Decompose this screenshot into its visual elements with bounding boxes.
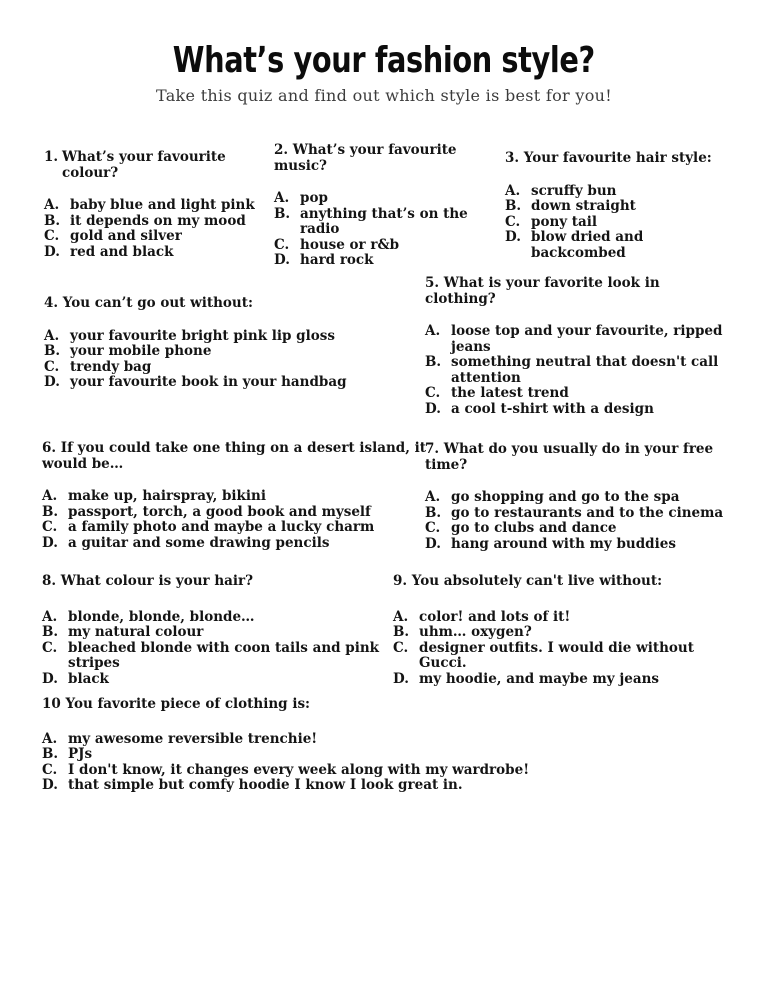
question-number: 6. — [42, 440, 57, 456]
option-letter: C. — [393, 639, 409, 656]
option-letter: D. — [42, 777, 58, 793]
option-b — [44, 344, 444, 360]
option-text: your favourite bright pink lip gloss — [70, 327, 335, 344]
question-number: 10 — [42, 696, 61, 712]
option-letter: A. — [505, 182, 521, 199]
page-subtitle: Take this quiz and find out which style is best for you! — [155, 86, 612, 105]
question-number: 3. — [505, 150, 520, 166]
option-letter: B. — [44, 343, 61, 359]
option-text: scruffy bun — [531, 182, 617, 199]
question-9-heading — [393, 574, 745, 590]
option-letter: B. — [42, 624, 59, 640]
option-d — [42, 778, 602, 794]
option-text: your mobile phone — [70, 343, 212, 359]
option-letter: D. — [425, 535, 441, 552]
question-text: You favorite piece of clothing is: — [65, 696, 311, 712]
option-text: loose top and your favourite, ripped jeans — [451, 323, 723, 355]
question-text: What is your favorite look in clothing? — [425, 275, 660, 307]
option-d — [274, 253, 479, 269]
option-letter: B. — [505, 198, 522, 214]
option-b — [42, 505, 434, 521]
question-8-heading — [42, 574, 404, 590]
option-a — [425, 324, 755, 355]
question-7 — [425, 442, 757, 552]
question-number: 1. — [44, 149, 59, 165]
question-8-options — [42, 610, 404, 688]
option-text: a guitar and some drawing pencils — [68, 534, 330, 551]
option-b — [44, 214, 296, 230]
option-letter: B. — [425, 354, 442, 370]
question-1 — [44, 150, 296, 260]
option-a — [44, 329, 444, 345]
question-3-heading — [505, 151, 755, 167]
option-letter: B. — [44, 212, 61, 229]
option-b — [505, 199, 701, 215]
question-number: 7. — [425, 441, 440, 457]
option-text: go shopping and go to the spa — [451, 489, 680, 505]
question-4 — [44, 296, 444, 391]
option-text: something neutral that doesn't call attention — [451, 354, 719, 386]
option-letter: B. — [274, 205, 291, 222]
option-text: passport, torch, a good book and myself — [68, 503, 371, 520]
option-d — [44, 245, 296, 261]
option-letter: C. — [44, 228, 60, 244]
option-b — [274, 207, 479, 238]
option-text: trendy bag — [70, 358, 152, 375]
question-text: You absolutely can't live without: — [411, 573, 663, 589]
option-text: the latest trend — [451, 385, 569, 401]
option-letter: C. — [425, 385, 441, 401]
option-letter: D. — [425, 400, 441, 417]
option-text: a family photo and maybe a lucky charm — [68, 519, 375, 535]
page-title: What’s your fashion style? — [172, 40, 596, 81]
question-4-heading — [44, 296, 444, 312]
option-text: hang around with my buddies — [451, 535, 676, 552]
option-a — [42, 610, 404, 626]
option-letter: D. — [393, 670, 409, 687]
option-a — [425, 490, 757, 506]
option-text: go to clubs and dance — [451, 520, 617, 536]
option-letter: C. — [44, 358, 60, 375]
question-text: Your favourite hair style: — [523, 150, 712, 166]
option-d — [42, 672, 404, 688]
option-a — [393, 610, 745, 626]
option-c — [425, 386, 755, 402]
option-text: hard rock — [300, 252, 374, 268]
option-d — [44, 375, 444, 391]
option-c — [393, 641, 745, 672]
option-text: uhm… oxygen? — [419, 624, 532, 640]
option-c — [42, 520, 434, 536]
question-number: 2. — [274, 142, 289, 158]
option-letter: C. — [425, 520, 441, 536]
option-letter: C. — [42, 639, 58, 656]
question-number: 5. — [425, 275, 440, 291]
option-letter: C. — [42, 761, 58, 778]
option-c — [425, 521, 757, 537]
option-text: I don't know, it changes every week along with my wardrobe! — [68, 761, 530, 778]
option-text: black — [68, 670, 109, 687]
option-a — [505, 184, 701, 200]
option-c — [42, 763, 602, 779]
option-c — [44, 360, 444, 376]
option-letter: B. — [42, 503, 59, 520]
question-7-heading — [425, 442, 727, 473]
option-text: PJs — [68, 746, 93, 762]
question-2-options — [274, 191, 479, 269]
option-text: pony tail — [531, 213, 598, 230]
option-text: your favourite book in your handbag — [70, 374, 347, 390]
option-a — [42, 489, 434, 505]
question-7-options — [425, 490, 757, 552]
option-b — [393, 625, 745, 641]
option-letter: A. — [42, 730, 58, 747]
option-letter: D. — [42, 534, 58, 551]
option-text: house or r&b — [300, 236, 400, 253]
question-2 — [274, 143, 479, 269]
option-d — [393, 672, 745, 688]
page-header — [0, 40, 768, 81]
option-letter: C. — [274, 236, 290, 253]
option-b — [425, 506, 757, 522]
option-letter: A. — [274, 190, 290, 206]
option-text: pop — [300, 190, 328, 206]
option-letter: A. — [44, 327, 60, 344]
option-letter: A. — [425, 323, 441, 339]
question-number: 8. — [42, 573, 57, 589]
question-10-options — [42, 732, 602, 794]
option-text: it depends on my mood — [70, 212, 246, 229]
question-number: 4. — [44, 295, 59, 311]
question-9-options — [393, 610, 745, 688]
option-letter: A. — [44, 197, 60, 213]
option-d — [425, 537, 757, 553]
option-letter: C. — [505, 213, 521, 230]
option-a — [42, 732, 602, 748]
option-text: my natural colour — [68, 624, 204, 640]
option-letter: A. — [393, 608, 409, 625]
option-letter: D. — [44, 374, 60, 390]
option-text: designer outfits. I would die without Gucci. — [419, 639, 694, 671]
option-text: blow dried and backcombed — [531, 229, 644, 261]
option-c — [42, 641, 404, 672]
option-text: red and black — [70, 243, 174, 260]
question-8 — [42, 574, 404, 687]
question-2-heading — [274, 143, 479, 174]
option-text: a cool t-shirt with a design — [451, 400, 654, 417]
option-text: bleached blonde with coon tails and pink stripes — [68, 639, 380, 671]
option-letter: D. — [44, 243, 60, 260]
question-number: 9. — [393, 573, 408, 589]
question-10 — [42, 697, 602, 794]
option-a — [44, 198, 296, 214]
question-text: What’s your favourite colour? — [62, 149, 226, 181]
option-text: color! and lots of it! — [419, 608, 571, 625]
question-6-heading — [42, 441, 434, 472]
option-letter: C. — [42, 519, 58, 535]
option-letter: D. — [274, 252, 290, 268]
option-text: gold and silver — [70, 228, 182, 244]
question-text: What colour is your hair? — [60, 573, 254, 589]
option-text: my hoodie, and maybe my jeans — [419, 670, 659, 687]
question-10-heading — [42, 697, 602, 713]
question-6-options — [42, 489, 434, 551]
option-letter: A. — [42, 608, 58, 625]
option-a — [274, 191, 479, 207]
option-text: down straight — [531, 198, 636, 214]
question-text: What do you usually do in your free time? — [425, 441, 714, 473]
option-b — [42, 625, 404, 641]
question-5 — [425, 276, 755, 417]
option-text: go to restaurants and to the cinema — [451, 504, 724, 521]
option-c — [505, 215, 701, 231]
option-c — [274, 238, 479, 254]
question-1-options — [44, 198, 296, 260]
option-d — [505, 230, 701, 261]
question-3 — [505, 151, 755, 261]
question-6 — [42, 441, 434, 551]
question-4-options — [44, 329, 444, 391]
option-c — [44, 229, 296, 245]
option-b — [425, 355, 755, 386]
question-5-heading — [425, 276, 727, 307]
option-text: blonde, blonde, blonde… — [68, 608, 255, 625]
option-text: make up, hairspray, bikini — [68, 488, 266, 504]
question-text: If you could take one thing on a desert island, it would be… — [42, 440, 427, 472]
option-text: my awesome reversible trenchie! — [68, 730, 318, 747]
option-letter: B. — [42, 746, 59, 762]
option-d — [42, 536, 434, 552]
question-text: What’s your favourite music? — [274, 142, 457, 174]
question-9 — [393, 574, 745, 687]
question-1-heading — [44, 150, 244, 181]
option-letter: B. — [393, 624, 410, 640]
option-letter: A. — [425, 489, 441, 505]
option-text: that simple but comfy hoodie I know I look great in. — [68, 777, 463, 793]
option-letter: A. — [42, 488, 58, 504]
question-5-options — [425, 324, 755, 417]
question-3-options — [505, 184, 701, 262]
option-b — [42, 747, 602, 763]
option-d — [425, 402, 755, 418]
option-letter: D. — [42, 670, 58, 687]
option-text: anything that’s on the radio — [300, 205, 468, 237]
option-text: baby blue and light pink — [70, 197, 255, 213]
question-text: You can’t go out without: — [62, 295, 253, 311]
option-letter: D. — [505, 229, 521, 245]
option-letter: B. — [425, 504, 442, 521]
